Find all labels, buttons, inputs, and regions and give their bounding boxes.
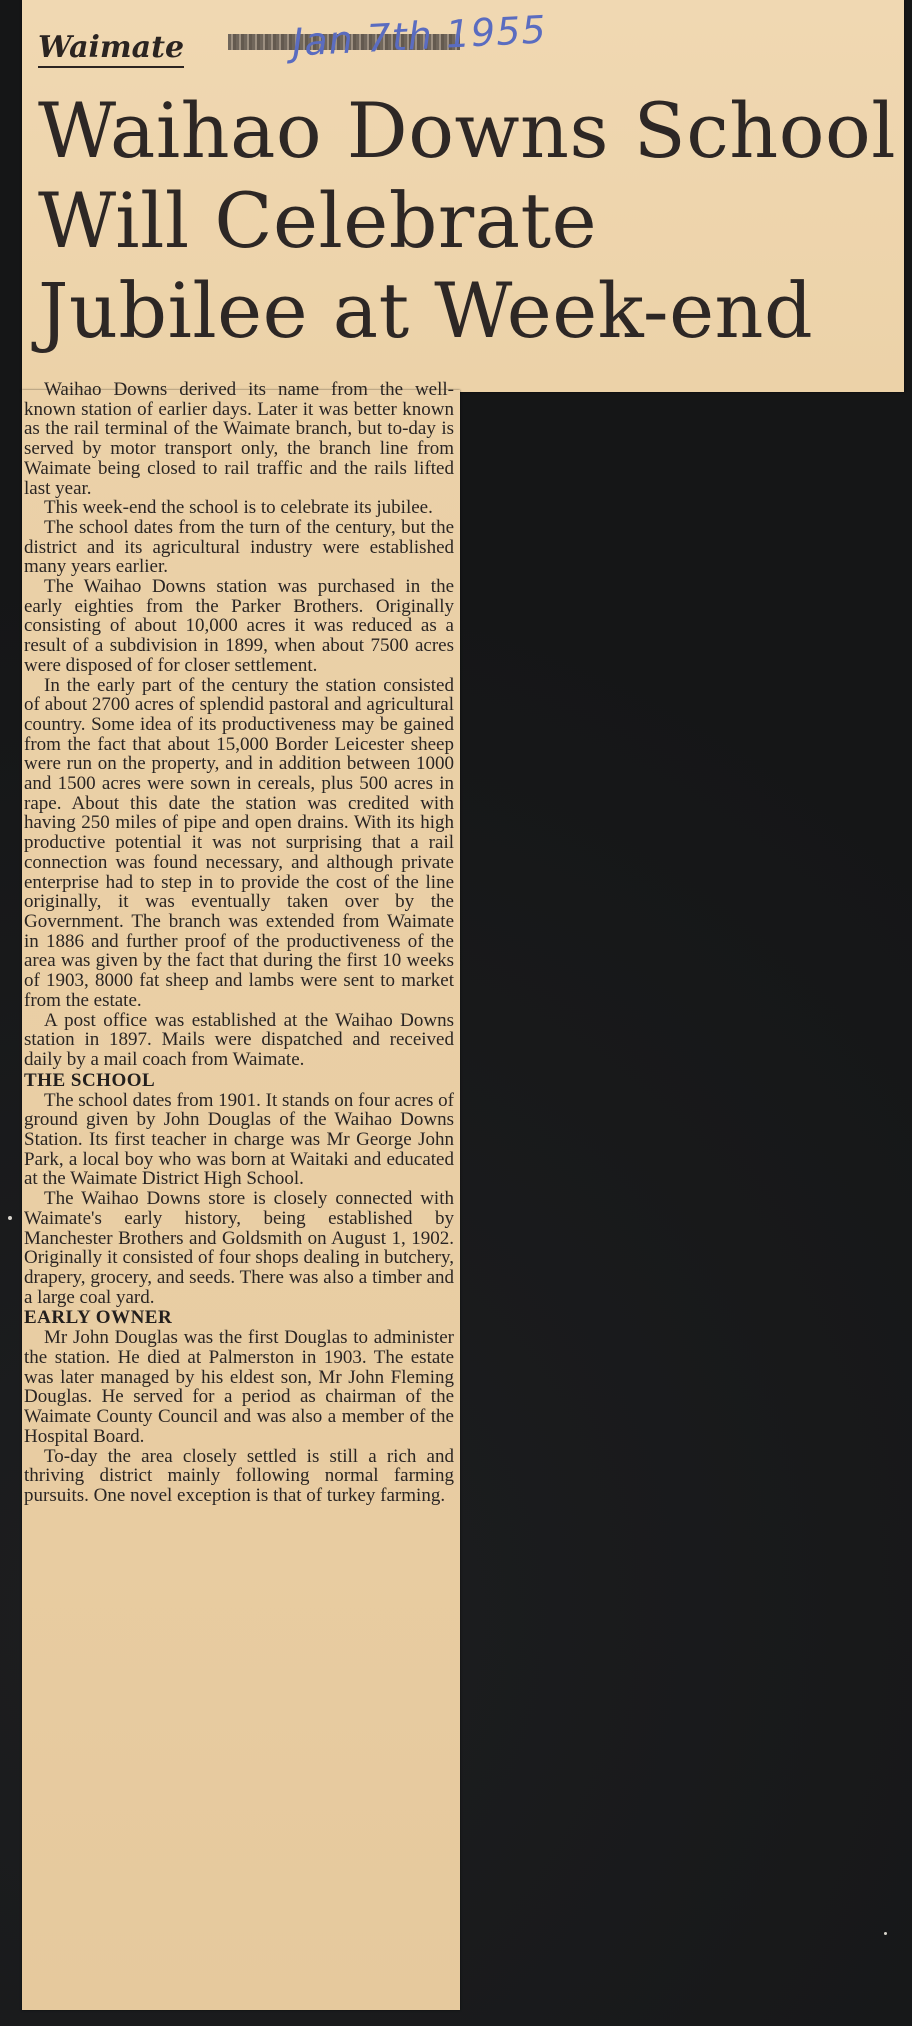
article-paragraph: This week-end the school is to celebrate its jubilee. [44, 497, 433, 519]
article-body [24, 380, 454, 1506]
article-paragraph: A post office was established at the Waihao Downs station in 1897. Mails were dispatched and received daily by a mail coach from Waimate. [24, 1009, 454, 1070]
section-label: Waimate [38, 30, 184, 68]
handwritten-date: Jan 7th 1955 [291, 7, 548, 65]
subheading-the-school: THE SCHOOL [24, 1069, 156, 1091]
article-paragraph: Mr John Douglas was the first Douglas to administer the station. He died at Palmerston in 1903. The estate was later managed by his eldest son, Mr John Fleming Douglas. He served for a period as chairman of the Waimate County Council and was also a member of the Hospital Board. [24, 1327, 454, 1447]
article-paragraph: The Waihao Downs station was purchased in the early eighties from the Parker Brothers. Originally consisting of about 10,000 acres it was reduced as a result of a subdivision in 1899, when about 7500 acres were disposed of for closer settlement. [24, 576, 454, 676]
article-paragraph: The school dates from 1901. It stands on four acres of ground given by John Douglas of the Waihao Downs Station. Its first teacher in charge was Mr George John Park, a local boy who was born at Waitaki and educated at the Waimate District High School. [24, 1089, 454, 1190]
dust-speck [884, 1932, 887, 1935]
subheading-early-owner: EARLY OWNER [24, 1307, 173, 1329]
headline-line: Will Celebrate [38, 176, 598, 265]
article-paragraph: To-day the area closely settled is still a rich and thriving district mainly following normal farming pursuits. One novel exception is that of turkey farming. [24, 1445, 454, 1506]
article-paragraph: Waihao Downs derived its name from the well-known station of earlier days. Later it was better known as the rail terminal of the Waimate branch, but to-day is served by motor transport only, the branch line from Waimate being closed to rail traffic and the rails lifted last year. [24, 379, 454, 499]
headline-line: Jubilee at Week-end [38, 266, 814, 355]
article-paragraph: The Waihao Downs store is closely connected with Waimate's early history, being established by Manchester Brothers and Goldsmith on August 1, 1902. Originally it consisted of four shops dealing in butchery, drapery, grocery, and seeds. There was also a timber and a large coal yard. [24, 1188, 454, 1308]
headline-line: Waihao Downs School [38, 86, 897, 175]
article-paragraph: In the early part of the century the station consisted of about 2700 acres of splendid pastoral and agricultural country. Some idea of its productiveness may be gained from the fact that about 15,000 Border Leicester sheep were run on the property, and in addition between 1000 and 1500 acres were sown in cereals, plus 500 acres in rape. About this date the station was credited with having 250 miles of pipe and open drains. With its high productive potential it was not surprising that a rail connection was found necessary, and although private enterprise had to step in to provide the cost of the line originally, it was eventually taken over by the Government. The branch was extended from Waimate in 1886 and further proof of the productiveness of the area was given by the fact that during the first 10 weeks of 1903, 8000 fat sheep and lambs were sent to market from the estate. [24, 674, 454, 1011]
article-paragraph: The school dates from the turn of the century, but the district and its agricultural industry were established many years earlier. [24, 516, 454, 578]
headline [38, 86, 898, 356]
dust-speck [8, 1216, 12, 1220]
